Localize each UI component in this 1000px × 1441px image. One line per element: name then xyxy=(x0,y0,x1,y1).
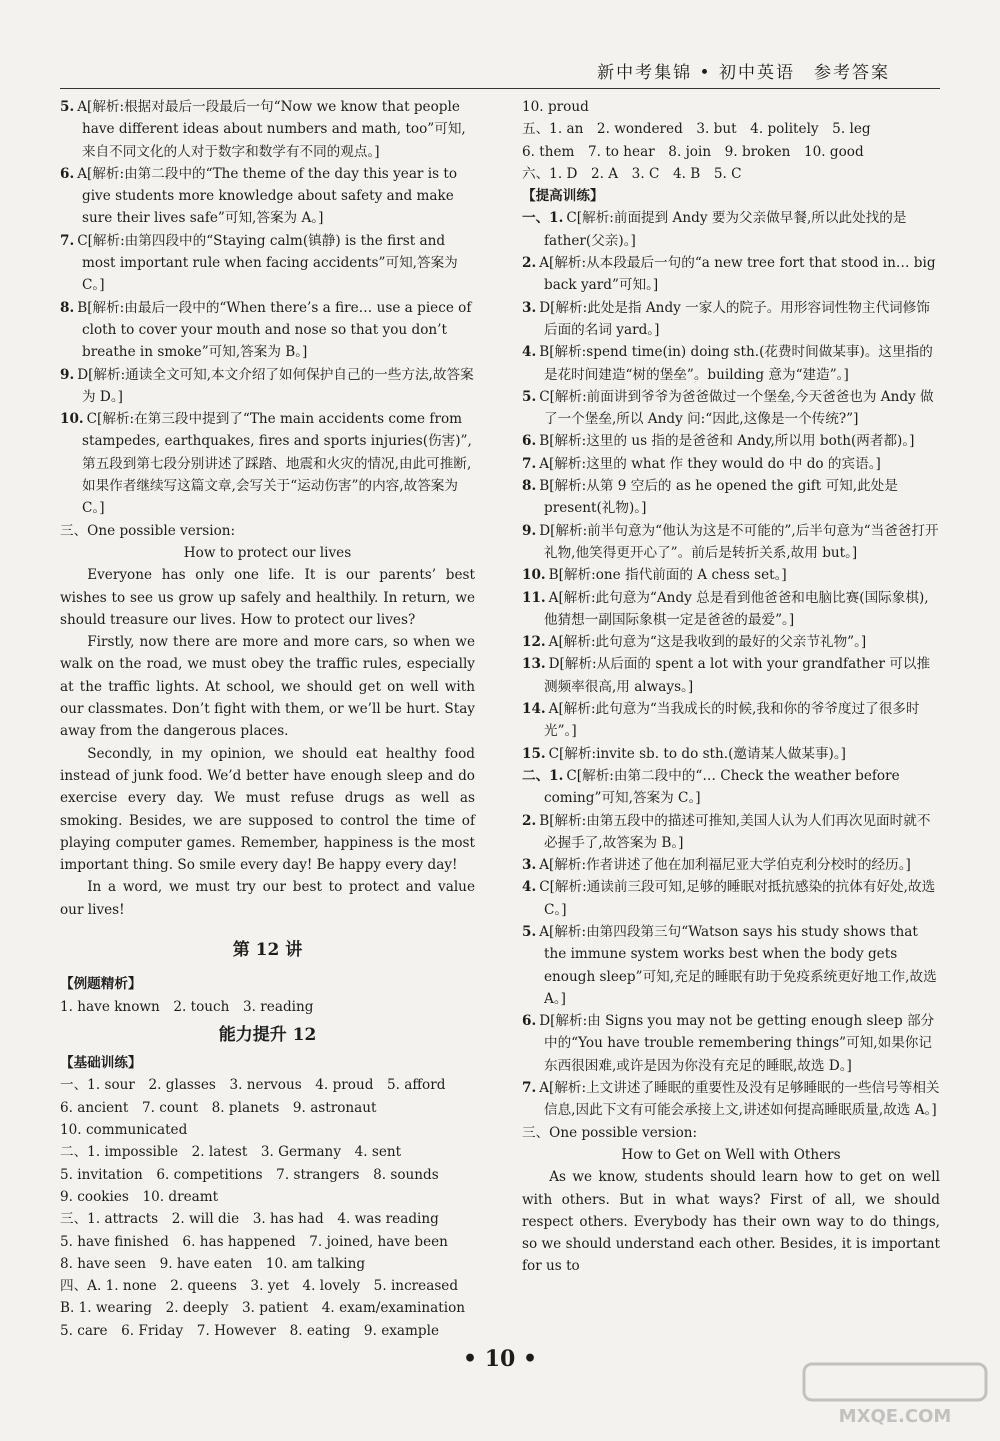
answer-text: C[解析:前面讲到爷爷为爸爸做过一个堡垒,今天爸爸也为 Andy 做了一个堡垒,所以 Andy 问:“因此,这像是一个传统?”] xyxy=(539,388,934,428)
essay-2 xyxy=(522,1122,940,1278)
answer-text: D[解析:从后面的 spent a lot with your grandfather 可以推测频率很高,用 always。] xyxy=(544,656,931,695)
essay-paragraph: Everyone has only one life. It is our parents’ best wishes to see us grow up safely and healthily. In return, we should treasure our lives. How to protect our lives? xyxy=(60,567,475,628)
answer-number: 2. xyxy=(522,812,537,829)
answer-item xyxy=(60,408,475,519)
answer-line: 10. communicated xyxy=(60,1122,188,1139)
answer-number: 11. xyxy=(522,589,546,606)
basic-answer-lines xyxy=(60,1074,475,1342)
answer-line: 四、A. 1. none 2. queens 3. yet 4. lovely 5. increased xyxy=(60,1278,459,1295)
answer-item xyxy=(60,230,475,297)
right-answer-list xyxy=(522,207,940,1121)
answer-item xyxy=(522,698,940,743)
answer-text: B[解析:这里的 us 指的是爸爸和 Andy,所以用 both(两者都)。] xyxy=(539,433,915,450)
answer-text: C[解析:由第二段中的“… Check the weather before coming”可知,答案为 C。] xyxy=(544,767,900,807)
answer-number: 4. xyxy=(522,879,537,896)
answer-number: 二、1. xyxy=(522,767,564,784)
answer-number: 3. xyxy=(522,299,537,316)
answer-item xyxy=(522,564,940,586)
answer-item xyxy=(522,743,940,765)
answer-text: C[解析:通读前三段可知,足够的睡眠对抵抗感染的抗体有好处,故选 C。] xyxy=(539,879,936,918)
answer-text: A[解析:由第四段第三句“Watson says his study shows that the immune system works best when the body gets enough sleep”可知,充足的睡眠有助于免疫系统更好地工作,故选 A。] xyxy=(539,923,937,1007)
answer-text: D[解析:通读全文可知,本文介绍了如何保护自己的一些方法,故答案为 D。] xyxy=(77,366,474,405)
essay-title: How to Get on Well with Others xyxy=(621,1146,841,1163)
answer-item xyxy=(522,430,940,452)
answer-text: A[解析:上文讲述了睡眠的重要性及没有足够睡眠的一些信号等相关信息,因此下文有可能会承接上文,讲述如何提高睡眠质量,故选 A。] xyxy=(539,1080,940,1119)
essay-paragraph: Secondly, in my opinion, we should eat healthy food instead of junk food. We’d better have enough sleep and do exercise every day. We must refuse drugs as well as smoking. Besides, we are supposed to control the time of playing computer games. Remember, happiness is the most important thing. So smile every day! Be happy every day! xyxy=(60,745,475,874)
answer-number: 9. xyxy=(60,366,75,383)
answer-text: B[解析:由最后一段中的“When there’s a fire… use a piece of cloth to cover your mouth and nose so that you don’t breathe in smoke”可知,答案为 B。] xyxy=(77,299,472,361)
answer-text: B[解析:one 指代前面的 A chess set。] xyxy=(548,567,787,584)
lecture-title: 第 12 讲 xyxy=(232,939,303,960)
answer-text: A[解析:此句意为“这是我收到的最好的父亲节礼物”。] xyxy=(548,634,867,651)
answer-item xyxy=(522,810,940,855)
essay-paragraph: As we know, students should learn how to get on well with others. But in what ways? First of all, we should respect others. Everybody has their own way to do things, so we should understand each other. Besides, it is important for us to xyxy=(522,1169,940,1275)
answer-item xyxy=(60,297,475,364)
answer-number: 7. xyxy=(522,455,537,472)
answer-number: 8. xyxy=(60,299,75,316)
answer-text: D[解析:此处是指 Andy 一家人的院子。用形容词性物主代词修饰后面的名词 yard。] xyxy=(539,299,930,338)
answer-item xyxy=(60,96,475,163)
answer-item xyxy=(522,520,940,565)
answer-item xyxy=(60,364,475,409)
answer-text: A[解析:从本段最后一句的“a new tree fort that stood in… big back yard”可知。] xyxy=(539,255,936,294)
answer-item xyxy=(60,163,475,230)
essay-paragraph: In a word, we must try our best to protect and value our lives! xyxy=(60,879,475,918)
answer-number: 14. xyxy=(522,701,546,718)
answer-line: 5. care 6. Friday 7. However 8. eating 9. example xyxy=(60,1322,440,1339)
answer-item xyxy=(522,587,940,632)
header-rule xyxy=(60,88,940,89)
answer-line: 五、1. an 2. wondered 3. but 4. politely 5. leg xyxy=(522,121,871,138)
answer-text: C[解析:在第三段中提到了“The main accidents come from stampedes, earthquakes, fires and sports injuries(伤害)”,第五段到第七段分别讲述了踩踏、地震和火灾的情况,由此可推断,如果作者继续写这篇文章,会写关于“运动伤害”的内容,故答案为 C。] xyxy=(82,411,472,517)
ability-title: 能力提升 12 xyxy=(218,1024,317,1045)
svg-text:MXQE.COM: MXQE.COM xyxy=(838,1406,952,1427)
answer-line: 6. ancient 7. count 8. planets 9. astronaut xyxy=(60,1099,377,1116)
answer-number: 5. xyxy=(60,99,75,115)
answer-line: 六、1. D 2. A 3. C 4. B 5. C xyxy=(522,165,742,182)
answer-item xyxy=(522,765,940,810)
answer-number: 6. xyxy=(60,165,75,182)
answer-number: 10. xyxy=(60,411,84,428)
answer-item xyxy=(522,453,940,475)
answer-number: 一、1. xyxy=(522,210,564,227)
example-heading: 【例题精析】 xyxy=(60,976,142,993)
answer-text: A[解析:由第二段中的“The theme of the day this year is to give students more knowledge about safety and make sure their lives safe”可知,答案为 A。] xyxy=(77,165,458,227)
answer-item xyxy=(522,1077,940,1122)
answer-item xyxy=(522,386,940,431)
answer-text: A[解析:此句意为“Andy 总是看到他爸爸和电脑比赛(国际象棋),他猜想一副国际象棋一定是爸爸的最爱”。] xyxy=(544,589,929,628)
right-column xyxy=(522,96,940,1278)
answer-number: 6. xyxy=(522,1013,537,1030)
answer-number: 5. xyxy=(522,388,537,405)
answer-line: 10. proud xyxy=(522,99,589,115)
page-number: • 10 • xyxy=(462,1346,538,1372)
answer-text: D[解析:前半句意为“他认为这是不可能的”,后半句意为“当爸爸打开礼物,他笑得更开心了”。前后是转折关系,故用 but。] xyxy=(539,522,939,561)
answer-item xyxy=(522,921,940,1010)
answer-number: 5. xyxy=(522,923,537,940)
answer-text: A[解析:此句意为“当我成长的时候,我和你的爷爷度过了很多时光”。] xyxy=(544,701,920,740)
answer-number: 3. xyxy=(522,857,537,874)
answer-text: C[解析:invite sb. to do sth.(邀请某人做某事)。] xyxy=(548,745,846,762)
answer-line: 二、1. impossible 2. latest 3. Germany 4. sent xyxy=(60,1144,402,1161)
right-top-lines xyxy=(522,96,940,185)
essay-title: How to protect our lives xyxy=(183,544,352,561)
answer-text: A[解析:这里的 what 作 they would do 中 do 的宾语。] xyxy=(539,455,881,472)
answer-number: 6. xyxy=(522,433,537,450)
answer-text: A[解析:作者讲述了他在加利福尼亚大学伯克利分校时的经历。] xyxy=(539,857,911,874)
answer-item xyxy=(522,653,940,698)
answer-number: 10. xyxy=(522,567,546,584)
answer-line: 一、1. sour 2. glasses 3. nervous 4. proud 5. afford xyxy=(60,1077,446,1094)
answer-line: 9. cookies 10. dreamt xyxy=(60,1188,219,1205)
answer-line: 6. them 7. to hear 8. join 9. broken 10. good xyxy=(522,143,864,160)
watermark-logo xyxy=(800,1360,990,1430)
answer-number: 9. xyxy=(522,522,537,539)
answer-item xyxy=(522,631,940,653)
essay-intro: 三、One possible version: xyxy=(522,1124,698,1141)
answer-item xyxy=(522,252,940,297)
answer-item xyxy=(522,207,940,252)
answer-number: 4. xyxy=(522,344,537,361)
answer-text: D[解析:由 Signs you may not be getting enough sleep 部分中的“You have trouble remembering things”可知,如果你记东西很困难,或许是因为你没有充足的睡眠,故选 D。] xyxy=(539,1013,935,1074)
answer-item xyxy=(522,1010,940,1077)
answer-text: B[解析:由第五段中的描述可推知,美国人认为人们再次见面时就不必握手了,故答案为 B。] xyxy=(539,812,931,851)
answer-line: 8. have seen 9. have eaten 10. am talking xyxy=(60,1255,366,1272)
answer-text: C[解析:前面提到 Andy 要为父亲做早餐,所以此处找的是 father(父亲)。] xyxy=(544,210,907,249)
answer-text: A[解析:根据对最后一段最后一句“Now we know that people have different ideas about numbers and math, too”可知,来自不同文化的人对于数字和数学有不同的观点。] xyxy=(77,99,466,160)
answer-item xyxy=(522,876,940,921)
answer-line: 5. have finished 6. has happened 7. joined, have been xyxy=(60,1233,448,1250)
answer-line: 5. invitation 6. competitions 7. strangers 8. sounds xyxy=(60,1166,439,1183)
answer-item xyxy=(522,297,940,342)
answer-number: 15. xyxy=(522,745,546,762)
example-answers: 1. have known 2. touch 3. reading xyxy=(60,998,314,1015)
answer-text: B[解析:从第 9 空后的 as he opened the gift 可知,此处是 present(礼物)。] xyxy=(539,478,898,517)
answer-number: 13. xyxy=(522,656,546,673)
answer-number: 2. xyxy=(522,255,537,272)
left-column xyxy=(60,96,475,1342)
answer-line: 三、1. attracts 2. will die 3. has had 4. was reading xyxy=(60,1211,439,1228)
answer-number: 7. xyxy=(60,232,75,249)
answer-item xyxy=(522,854,940,876)
answer-item xyxy=(522,475,940,520)
answer-number: 12. xyxy=(522,634,546,651)
page-header: 新中考集锦 • 初中英语 参考答案 xyxy=(597,63,890,83)
improve-heading: 【提高训练】 xyxy=(522,188,604,205)
basic-heading: 【基础训练】 xyxy=(60,1055,142,1072)
answer-item xyxy=(522,341,940,386)
answer-text: C[解析:由第四段中的“Staying calm(镇静) is the first and most important rule when facing accidents”可知,答案为 C。] xyxy=(77,232,458,294)
answer-number: 7. xyxy=(522,1080,537,1097)
essay-intro: 三、One possible version: xyxy=(60,522,236,539)
essay-1 xyxy=(60,520,475,921)
essay-paragraph: Firstly, now there are more and more cars, so when we walk on the road, we must obey the traffic rules, especially at the traffic lights. At school, we should get on well with our classmates. Don’t fight with them, or we’ll be hurt. Stay away from the dangerous places. xyxy=(60,634,475,740)
answer-line: B. 1. wearing 2. deeply 3. patient 4. exam/examination xyxy=(60,1300,466,1317)
answer-number: 8. xyxy=(522,478,537,495)
answer-text: B[解析:spend time(in) doing sth.(花费时间做某事)。这里指的是花时间建造“树的堡垒”。building 意为“建造”。] xyxy=(539,344,933,383)
left-answer-list xyxy=(60,96,475,520)
